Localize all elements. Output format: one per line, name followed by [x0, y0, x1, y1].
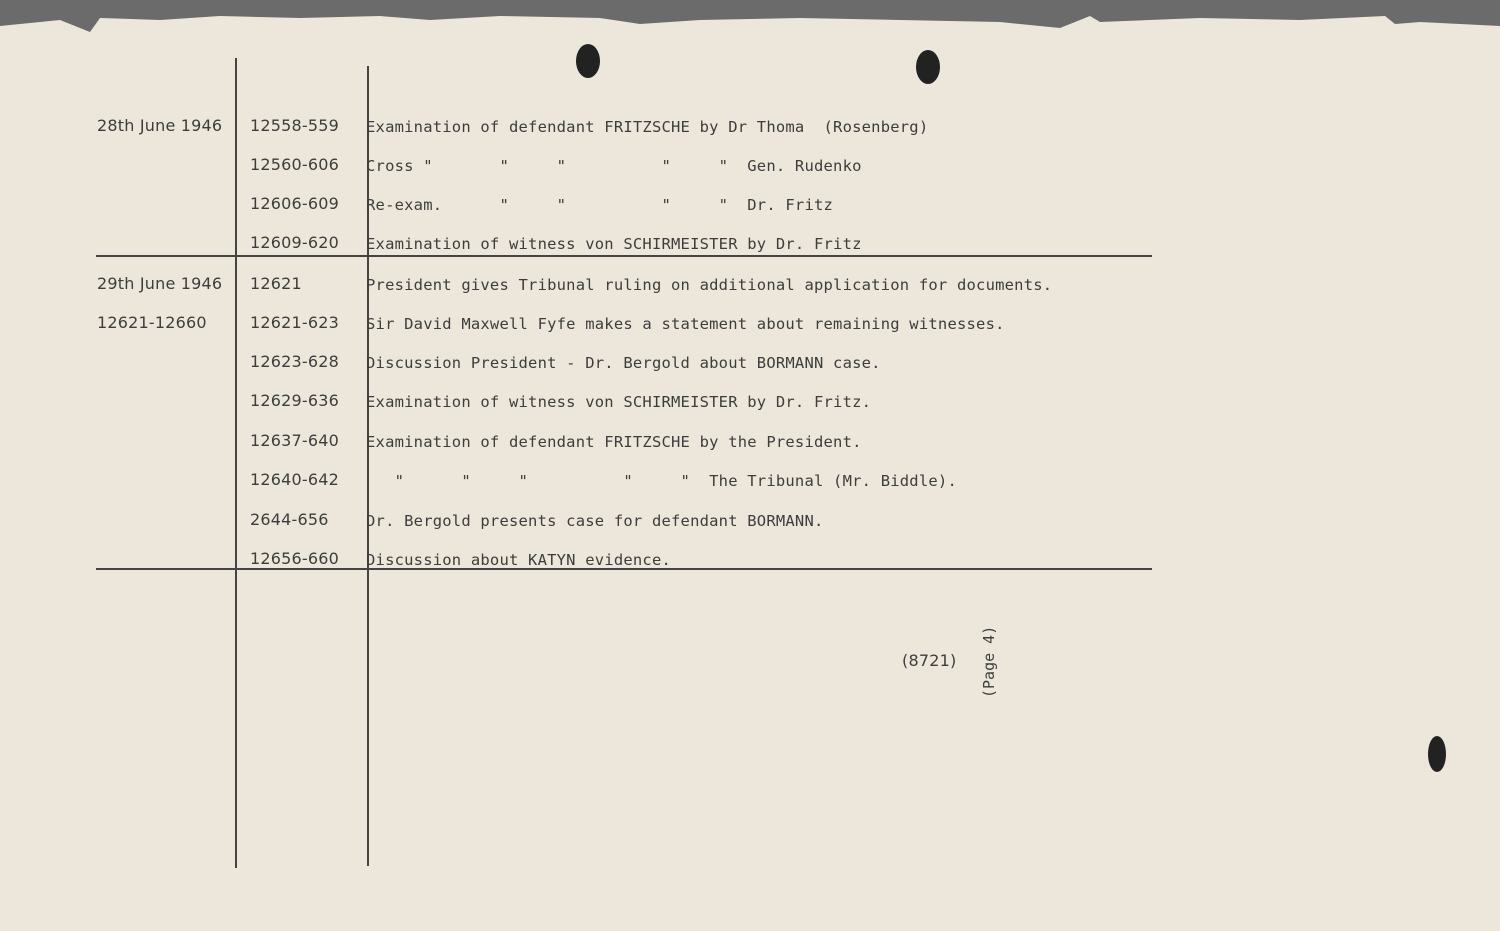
entry-description: Re-exam. " " " " Dr. Fritz: [366, 196, 834, 214]
entry-description: Examination of witness von SCHIRMEISTER by Dr. Fritz.: [366, 393, 872, 411]
entry-date: 12621-12660: [97, 313, 207, 332]
entry-pages: 12637-640: [250, 431, 340, 450]
entry-date: 28th June 1946: [97, 116, 223, 135]
entry-description: Examination of witness von SCHIRMEISTER by Dr. Fritz: [366, 235, 862, 253]
entry-pages: 12560-606: [250, 155, 340, 174]
entry-date: 29th June 1946: [97, 274, 223, 293]
entry-pages: 12621: [250, 274, 302, 293]
entry-pages: 12609-620: [250, 233, 340, 252]
page-number: (Page 4): [980, 625, 998, 698]
entry-description: Dr. Bergold presents case for defendant BORMANN.: [366, 512, 824, 530]
column-divider-1: [235, 58, 237, 868]
entry-pages: 12656-660: [250, 549, 340, 568]
entry-description: Discussion about KATYN evidence.: [366, 551, 672, 569]
punch-hole-right: [916, 50, 940, 84]
entry-description: " " " " " The Tribunal (Mr. Biddle).: [366, 472, 957, 490]
entry-description: Examination of defendant FRITZSCHE by the President.: [366, 433, 862, 451]
column-divider-2: [367, 66, 369, 866]
entry-pages: 2644-656: [250, 510, 329, 529]
punch-hole-left: [576, 44, 600, 78]
entry-pages: 12621-623: [250, 313, 340, 332]
entry-pages: 12629-636: [250, 391, 340, 410]
entry-description: Discussion President - Dr. Bergold about BORMANN case.: [366, 354, 881, 372]
torn-top-edge: [0, 14, 1500, 54]
punch-hole-side: [1428, 736, 1446, 772]
reference-number: (8721): [902, 651, 957, 670]
entry-description: Sir David Maxwell Fyfe makes a statement about remaining witnesses.: [366, 315, 1005, 333]
entry-description: President gives Tribunal ruling on additional application for documents.: [366, 276, 1053, 294]
index-card: [0, 14, 1500, 931]
row-divider-1: [96, 255, 1152, 257]
entry-pages: 12558-559: [250, 116, 340, 135]
entry-pages: 12606-609: [250, 194, 340, 213]
entry-pages: 12623-628: [250, 352, 340, 371]
entry-pages: 12640-642: [250, 470, 340, 489]
entry-description: Examination of defendant FRITZSCHE by Dr Thoma (Rosenberg): [366, 118, 929, 136]
entry-description: Cross " " " " " Gen. Rudenko: [366, 157, 862, 175]
